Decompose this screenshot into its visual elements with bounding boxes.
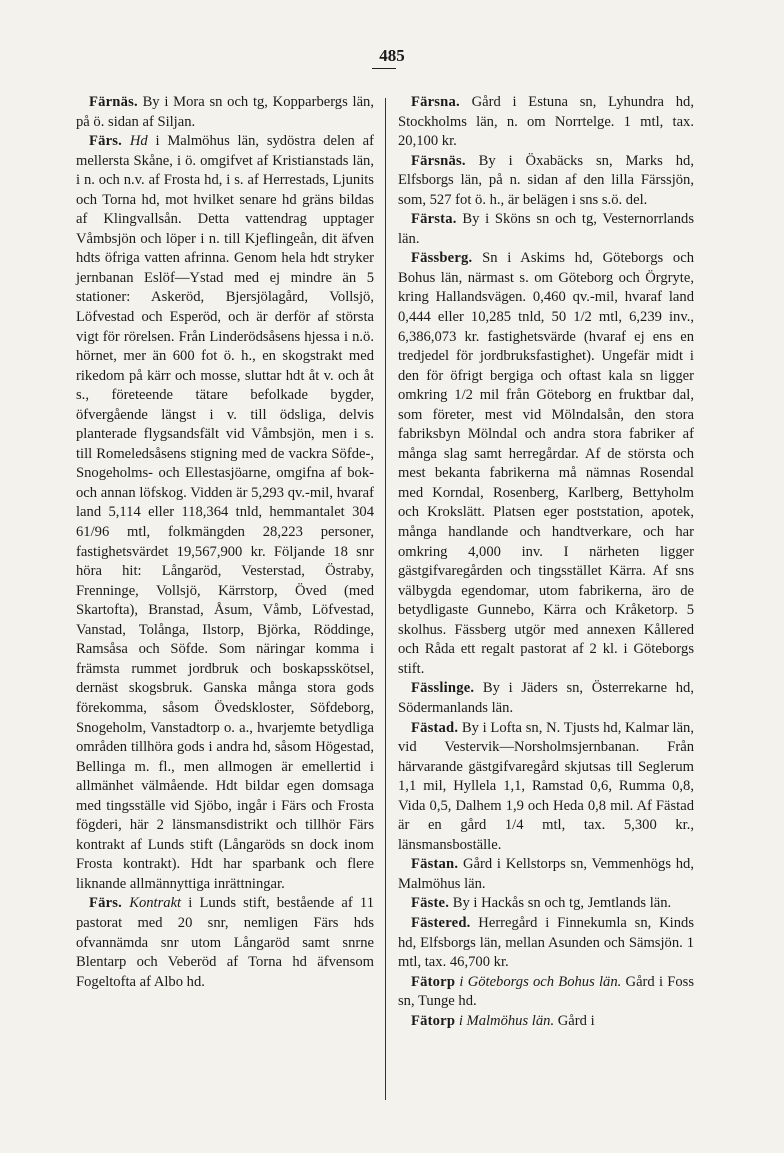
entry-text: By i Jäders sn, Österrekarne hd, Södermanlands län. [398,680,694,716]
entry-headword: Färsnäs. [411,152,466,169]
entry [398,93,694,152]
entry-text: By i Mora sn och tg, Kopparbergs län, på ö. sidan af Siljan. [76,94,374,130]
entry [398,1012,694,1032]
entry-headword: Fätorp [411,973,456,990]
entry [398,679,694,718]
entry-text: Sn i Askims hd, Göteborgs och Bohus län, närmast s. om Göteborg och Örgryte, kring Hallandsvägen. 0,460 qv.-mil, hvaraf land 0,444 eller 10,285 tnld, 50 1/2 mtl, 6,239 inv., 6,386,073 kr. fastighetsvärde (hvaraf ej ens en tredjedel för jordbruksfastighet). Ungefär midt i den för öfrigt bergiga och oftast kala sn ligger omkring 1/2 mil från Göteborg en fruktbar dal, som företer, mest vid Mölndalsån, den stora fabriksbyn Mölndal och andra stora fabriker af många slag samt herregårdar. Af de största och mest bekanta fabrikerna må nämnas Rosendal med Korndal, Rosenberg, Karlberg, Bettyholm och Krokslätt. Platsen eger poststation, apotek, många handlande och handtverkare, och har omkring 4,000 inv. I närheten ligger gästgifvaregården och tingsstället Kärra. Af sns välbygda egendomar, utom fabrikerna, äro de betydligaste Gunnebo, Kärra och Kråketorp. 5 skolhus. Fässberg utgör med annexen Kållered och Råda ett regalt pastorat af 2 kl. i Göteborgs stift. [398,250,694,677]
entry-headword: Färsna. [411,94,460,110]
entry [398,719,694,856]
entry-headword: Färnäs. [89,94,138,110]
entry-text: Gård i Foss sn, Tunge hd. [398,973,694,1010]
entry [398,249,694,679]
entry-headword: Färs. [89,895,123,912]
entry [398,855,694,894]
entry [398,973,694,1012]
entry-text: Gård i Estuna sn, Lyhundra hd, Stockholms län, n. om Norrtelge. 1 mtl, tax. 20,100 kr. [398,94,694,150]
page-number: 485 [379,46,405,65]
entry-headword: Fässlinge. [411,680,475,697]
left-column [76,93,374,992]
entry-headword: Färsta. [411,211,457,228]
entry-qualifier: i Malmöhus län. [458,1012,555,1029]
entry [76,93,374,132]
entry-text: By i Lofta sn, N. Tjusts hd, Kalmar län, vid Vestervik—Norsholmsjernbanan. Från härvarande gästgifvaregård skjutsas till Seglerum 1,1 mil, Hyllela 1,1, Ramstad 0,6, Rumma 0,8, Vida 0,5, Dalhem 1,9 och Heda 0,8 mil. Af Fästad är en gård 1/4 mtl, tax. 5,300 kr., länsmansboställe. [398,719,694,853]
entry-headword: Fästad. [411,719,459,736]
entry-qualifier: Kontrakt [129,895,182,912]
entry-headword: Fätorp [411,1012,456,1029]
entry [398,210,694,249]
entry-headword: Fäste. [411,895,450,912]
entry [76,894,374,992]
entry [398,152,694,211]
entry-text: By i Öxabäcks sn, Marks hd, Elfsborgs län, på n. sidan af den lilla Färssjön, som, 527 fot ö. h., är belägen i sns s.ö. del. [398,152,694,208]
header-rule [372,68,396,69]
entry-headword: Fässberg. [411,250,473,267]
entry-qualifier: i Göteborgs och Bohus län. [459,973,622,990]
entry-headword: Fästan. [411,856,459,873]
entry-text: Gård i [554,1012,595,1029]
column-divider [385,98,386,1100]
entry-qualifier: Hd [129,133,148,150]
entry-headword: Färs. [89,133,123,150]
entry-headword: Fästered. [411,914,471,931]
entry-text: i Malmöhus län, sydöstra delen af mellersta Skåne, i ö. omgifvet af Kristianstads län, i n. och n.v. af Frosta hd, i s. af Herrestads, Ljunits och Torna hd, mot hvilket senare hd gräns bildas af Klingvallsån. Detta vattendrag upptager Våmbsjön och löper i n. till Kjeflingeån, dit äfven hdts öfriga vatten afrinna. Genom hela hdt stryker jernbanan Eslöf—Ystad med ej mindre än 5 stationer: Askeröd, Bjersjölagård, Vollsjö, Löfvestad och Esperöd, och är derför af största vigt för rörelsen. Från Linderödsåsens hjessa i n.ö. hörnet, mer än 600 fot ö. h., en skogstrakt med rikedom på kärr och mosse, sluttar hdt åt v. och åt s., företeende tätare befolkade bygder, öfvergående längst i v. till ödsliga, delvis planterade flygsandsfält vid Våmbsjön, men i s. till Romeledsåsens stigning med de vackra Söfde-, Snogeholms- och Ellestasjöarne, omgifna af bok- och annan löfskog. Vidden är 5,293 qv.-mil, hvaraf land 5,114 eller 118,364 tnld, hemmantalet 304 61/96 mtl, folkmängden 28,223 personer, fastighetsvärdet 19,567,900 kr. Följande 18 snr höra hit: Långaröd, Vesterstad, Östraby, Frenninge, Vollsjö, Kärrstorp, Öved (med Skartofta), Branstad, Åsum, Våmb, Löfvestad, Vanstad, Tolånga, Ilstorp, Björka, Röddinge, Ramsåsa och Söfde. Som näringar komma i främsta rummet jordbruk och boskapsskötsel, dernäst skogsbruk. Ganska många stora gods förekomma, såsom Övedskloster, Söfdeborg, Snogeholm, Vanstadtorp o. a., hvarjemte betydliga områden tillhöra gods i andra hd, såsom Högestad, Bellinga m. fl., men allmogen är emellertid i allmänhet välmående. Hdt bildar egen domsaga med tingsställe vid Sjöbo, ingår i Färs och Frosta fögderi, här 2 länsmansdistrikt och tillhör Färs kontrakt af Lunds stift (Långaröds sn dock inom Frosta kontrakt). Hdt har sparbank och flere liknande allmännyttiga inrättningar. [76,133,374,892]
entry [398,914,694,973]
entry-text: i Lunds stift, bestående af 11 pastorat med 20 snr, nemligen Färs hds ofvannämda snr utom Långaröd samt snrne Blentarp och Veberöd af Torna hd äfvensom Fogeltofta af Albo hd. [76,895,374,990]
entry [398,894,694,914]
entry-text: Herregård i Finnekumla sn, Kinds hd, Elfsborgs län, mellan Asunden och Sämsjön. 1 mtl, tax. 46,700 kr. [398,914,694,971]
entry [76,132,374,894]
entry-text: By i Sköns sn och tg, Vesternorrlands län. [398,211,694,247]
right-column [398,93,694,1031]
entry-text: Gård i Kellstorps sn, Vemmenhögs hd, Malmöhus län. [398,856,694,892]
entry-text: By i Hackås sn och tg, Jemtlands län. [449,895,672,912]
